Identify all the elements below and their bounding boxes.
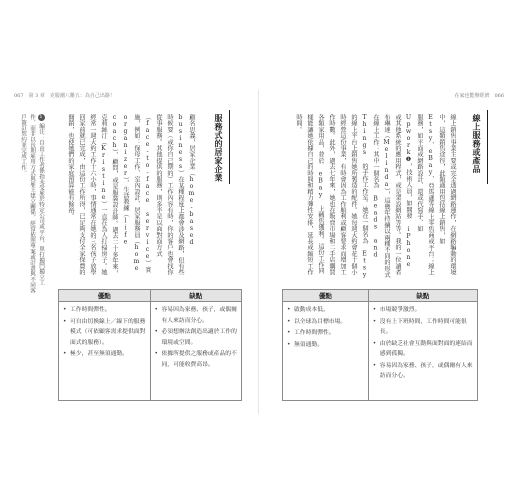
cons-item: • 容易因為家務、孩子，或偶爾有人來訪而分心。	[155, 305, 238, 326]
section-title-left: 服務式的居家企業	[214, 114, 223, 182]
pros-item: • 極少，甚至無須通勤。	[63, 349, 146, 360]
pros-item: • 工作時間彈性。	[287, 328, 364, 339]
pros-item: • 工作時間彈性。	[63, 305, 146, 316]
section-rule-right	[487, 110, 488, 184]
pros-cons-table-right	[282, 289, 478, 401]
footnote-left	[18, 114, 45, 294]
cons-item: • 由於缺乏社會互動與面對面的連結而感到孤獨。	[373, 339, 473, 360]
footnote-text: 編注：自由工作者係指未受雇於特定公司或平台，單打獨鬥獨立工作，而非以長期雇用方式與雇主建立關係，經常依照專案或計畫與不同客戶簽訂契約並完成工作。	[20, 114, 44, 294]
pros-cell	[283, 302, 369, 401]
pros-item: • 可自由切換線上／線下的服務模式（可依顧客需求提供面對面式的服務）。	[63, 317, 146, 349]
footnote-number: 1	[39, 114, 43, 120]
cons-header: 缺點	[368, 290, 477, 302]
pros-item: • 以全球為目標市場。	[287, 317, 364, 328]
body-text-right: 線上銷售事業主要或完全透過網路運作，在網路騙動的環境中，這類銷售途徑，此類適用包括線上銷售，如 Etsy、eBay、亞馬遜等線上零售商或平台；線上服務，如平面或網路設計、還或代寫手、如 Upwork❶，技術人員，如開發 iPhone 或其他系統的應用程式，或是架設網站等等。我的一位讀者布琳達（Melinda），這幾年持續以兩種不同的形式在線上工作：其中一個名為 Beads and Things 的手作工作室。她在一個名為 Etsy 的線上平台上銷售她所製造的配件。她每週大約會花十個小時經營這份事業，有時會因為工作順利或顧客要求而增加工作時數。此外，過去七年來，她也在販賣市場和二手店購買各類家用品，並於 eBay 上轉售獲利。這份工作同樣能讓她依據自己的時間和精力彈性安排，延長或縮短工作時間。	[295, 114, 456, 279]
pros-header: 優點	[59, 290, 151, 302]
cons-item: • 容易因為家務、孩子，或偶爾有人來訪而分心。	[373, 361, 473, 382]
cons-item: • 必須想辦法創造出適於工作的環境或空間。	[155, 327, 238, 348]
cons-cell	[150, 302, 242, 401]
cons-header: 缺點	[150, 290, 242, 302]
cons-item: • 沒有上下班時間，工作時間可能很長。	[373, 317, 473, 338]
pros-cell	[59, 302, 151, 401]
section-rule-left	[229, 110, 230, 184]
cons-cell	[368, 302, 477, 401]
pros-item: • 啟動成本低。	[287, 305, 364, 316]
cons-item: • 依據所提供之服務或產品的不同，可能收費高昂。	[155, 349, 238, 370]
book-gutter	[258, 90, 259, 414]
pros-header: 優點	[283, 290, 369, 302]
pros-cons-table-left	[58, 289, 242, 401]
cons-item: • 市場競爭激烈。	[373, 305, 473, 316]
running-header-right: 在家也能辦經濟 066	[454, 93, 504, 99]
body-text-left: 顧名思義，居家企業（home-based business）在某種程度上都會涉及網路，但有些時候要（或你自己期的）工作內容有時，你的客戶也會找你從事服務。其他提供的服務，則多半是以面對面方式（face-to-face service）實施，例如：保母工作、室內設計、居家服務員（home organizer）、生活教練（life coach）、顧問，或是服裝設計師。過去二十多年來，克莉絲汀（Kristine）一直在為人打掃房子。她經常一週大約工作十六小時，事情通常在她的三名孩子放學回家前就已完成，由這份工作所得，已足夠支付全家保費的開銷，也使她們的家庭預算能有餘裕。	[67, 114, 195, 277]
section-title-right: 線上服務或產品	[472, 114, 481, 174]
pros-item: • 無須通勤。	[287, 340, 364, 351]
running-header-left: 067 第 3 章 克服潮八難五：為自己出路！	[14, 93, 115, 99]
